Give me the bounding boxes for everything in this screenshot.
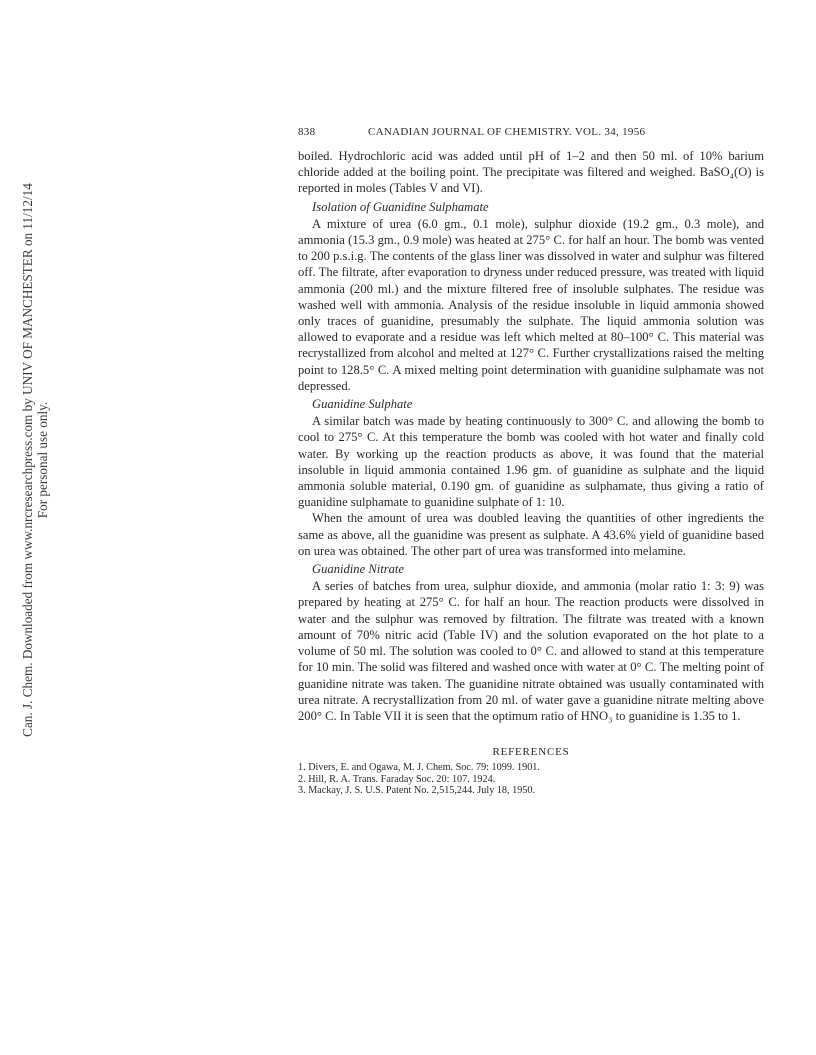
- heading-nitrate: Guanidine Nitrate: [312, 562, 404, 577]
- page-number: 838: [298, 126, 316, 138]
- intro-paragraph: boiled. Hydrochloric acid was added until pH of 1–2 and then 50 ml. of 10% barium chloride added at the boiling point. The precipitate was filtered and weighed. BaSO₄(O) is reported in moles (Tables V and VI).: [298, 149, 764, 196]
- reference-item: 2. Hill, R. A. Trans. Faraday Soc. 20: 107. 1924.: [298, 773, 496, 785]
- page-content: [298, 126, 764, 797]
- references-list: [298, 762, 764, 797]
- download-watermark: [20, 160, 50, 760]
- watermark-line-1: Can. J. Chem. Downloaded from www.nrcresearchpress.com by UNIV OF MANCHESTER on 11/12/14: [20, 183, 35, 737]
- reference-item: 1. Divers, E. and Ogawa, M. J. Chem. Soc. 79: 1099. 1901.: [298, 762, 540, 774]
- sulphamate-paragraph: A mixture of urea (6.0 gm., 0.1 mole), sulphur dioxide (19.2 gm., 0.3 mole), and ammonia (15.3 gm., 0.9 mole) was heated at 275° C. for half an hour. The bomb was vented to 200 p.s.i.g. The contents of the glass liner was dissolved in water and sulphur was filtered off. The filtrate, after evaporation to dryness under reduced pressure, was treated with liquid ammonia (200 ml.) and the mixture filtered free of insoluble sulphates. The residue was washed well with ammonia. Analysis of the residue insoluble in liquid ammonia showed only traces of guanidine, presumably the sulphate. The liquid ammonia solution was allowed to evaporate and a residue was left which melted at 80–100° C. This material was recrystallized from alcohol and melted at 127° C. Further crystallizations raised the melting point to 128.5° C. A mixed melting point determination with guanidine sulphamate was not depressed.: [298, 216, 764, 393]
- heading-sulphamate: Isolation of Guanidine Sulphamate: [312, 199, 489, 214]
- journal-title: CANADIAN JOURNAL OF CHEMISTRY. VOL. 34, 1956: [368, 126, 646, 138]
- heading-sulphate: Guanidine Sulphate: [312, 397, 413, 412]
- sulphate-paragraph-1: A similar batch was made by heating continuously to 300° C. and allowing the bomb to cool to 275° C. At this temperature the bomb was cooled with hot water and finally cold water. By working up the reaction products as above, it was found that the material insoluble in liquid ammonia contained 1.96 gm. of guanidine as sulphate and the liquid ammonia soluble material, 0.190 gm. of guanidine as sulphamate, thus giving a ratio of guanidine sulphamate to guanidine sulphate of 1: 10.: [298, 414, 764, 510]
- running-head: [298, 126, 764, 148]
- watermark-line-2: For personal use only.: [35, 401, 50, 519]
- nitrate-paragraph: A series of batches from urea, sulphur dioxide, and ammonia (molar ratio 1: 3: 9) was prepared by heating at 275° C. for half an hour. The reaction products were dissolved in water and the sulphur was removed by filtration. The filtrate was treated with a known amount of 70% nitric acid (Table IV) and the solution evaporated on the hot plate to a volume of 50 ml. The solution was cooled to 0° C. and allowed to stand at this temperature for 10 min. The solid was filtered and washed once with water at 0° C. The melting point of guanidine nitrate was taken. The guanidine nitrate obtained was usually contaminated with urea nitrate. A recrystallization from 20 ml. of water gave a guanidine nitrate melting above 200° C. In Table VII it is seen that the optimum ratio of HNO₃ to guanidine is 1.35 to 1.: [298, 579, 764, 723]
- references-title: REFERENCES: [492, 746, 570, 759]
- reference-item: 3. Mackay, J. S. U.S. Patent No. 2,515,244. July 18, 1950.: [298, 785, 536, 797]
- sulphate-paragraph-2: When the amount of urea was doubled leaving the quantities of other ingredients the same as above, all the guanidine was present as sulphate. A 43.6% yield of guanidine based on urea was obtained. The other part of urea was transformed into melamine.: [298, 511, 764, 558]
